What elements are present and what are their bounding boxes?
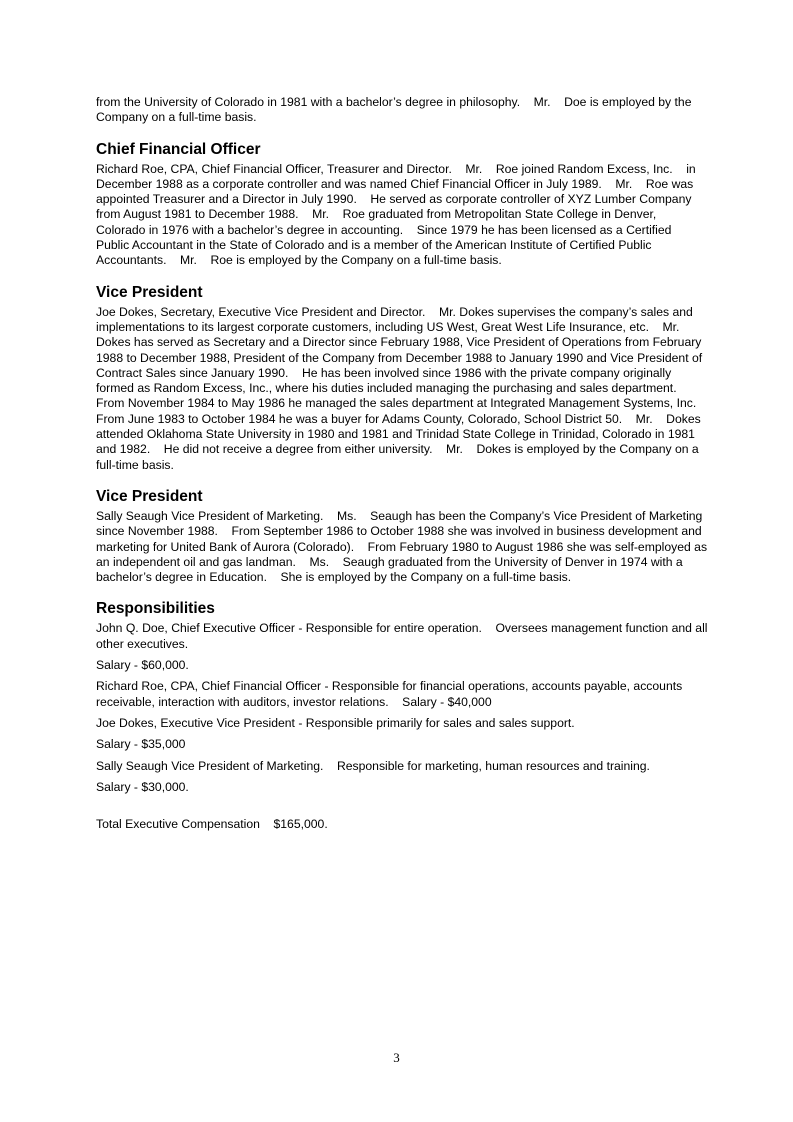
section-paragraph: Richard Roe, CPA, Chief Financial Officer, Treasurer and Director. Mr. Roe joined Random Excess, Inc. in December 1988 as a corporate controller and was named Chief Financial Officer in July 1989. Mr. Roe was appointed Treasurer and a Director in July 1990. He served as corporate controller of XYZ Lumber Company from August 1981 to December 1988. Mr. Roe graduated from Metropolitan State College in Denver, Colorado in 1976 with a bachelor’s degree in accounting. Since 1979 he has been licensed as a Certified Public Accountant in the State of Colorado and is a member of the American Institute of Certified Public Accountants. Mr. Roe is employed by the Company on a full-time basis. xyxy=(96,161,700,268)
salary-item: Salary - $30,000. xyxy=(96,779,189,794)
responsibility-item: Richard Roe, CPA, Chief Financial Officer - Responsible for financial operations, accounts payable, accounts receivable, interaction with auditors, investor relations. Salary - $40,000 xyxy=(96,679,686,709)
section-heading: Vice President xyxy=(96,487,203,505)
page-number: 3 xyxy=(393,1050,400,1065)
section-responsibilities xyxy=(96,600,711,832)
section-heading: Vice President xyxy=(96,283,203,301)
section-paragraph: Joe Dokes, Secretary, Executive Vice President and Director. Mr. Dokes supervises the company’s sales and implementations to its largest corporate customers, including US West, Great West Life Insurance, etc. Mr. Dokes has served as Secretary and a Director since February 1988, Vice President of Operations from February 1988 to December 1988, President of the Company from December 1988 to January 1990 and Vice President of Contract Sales since January 1990. He has been involved since 1986 with the private company originally formed as Random Excess, Inc., where his duties included managing the purchasing and sales department. From November 1984 to May 1986 he managed the sales department at Integrated Management Systems, Inc. From June 1983 to October 1984 he was a buyer for Adams County, Colorado, School District 50. Mr. Dokes attended Oklahoma State University in 1980 and 1981 and Trinidad State College in Trinidad, Colorado in 1981 and 1982. He did not receive a degree from either university. Mr. Dokes is employed by the Company on a full-time basis. xyxy=(96,304,710,472)
responsibility-item: John Q. Doe, Chief Executive Officer - Responsible for entire operation. Oversees management function and all other executives. xyxy=(96,621,711,651)
section-vice-president-seaugh xyxy=(96,487,711,585)
responsibility-item: Joe Dokes, Executive Vice President - Responsible primarily for sales and sales support. xyxy=(96,715,575,730)
total-compensation: Total Executive Compensation $165,000. xyxy=(96,817,328,832)
responsibility-item: Sally Seaugh Vice President of Marketing. Responsible for marketing, human resources and training. xyxy=(96,758,650,773)
section-heading: Responsibilities xyxy=(96,600,215,618)
section-heading: Chief Financial Officer xyxy=(96,140,261,158)
section-vice-president-dokes xyxy=(96,284,708,473)
intro-paragraph: from the University of Colorado in 1981 with a bachelor’s degree in philosophy. Mr. Doe is employed by the Company on a full-time basis. xyxy=(96,95,695,125)
section-paragraph: Sally Seaugh Vice President of Marketing. Ms. Seaugh has been the Company’s Vice President of Marketing since November 1988. From September 1986 to October 1988 she was involved in business development and marketing for United Bank of Aurora (Colorado). From February 1980 to August 1986 she was self-employed as an independent oil and gas landman. Ms. Seaugh graduated from the University of Denver in 1974 with a bachelor’s degree in Education. She is employed by the Company on a full-time basis. xyxy=(96,508,711,585)
salary-item: Salary - $35,000 xyxy=(96,737,186,752)
document-page xyxy=(96,95,711,832)
section-cfo xyxy=(96,141,708,269)
salary-item: Salary - $60,000. xyxy=(96,658,189,673)
